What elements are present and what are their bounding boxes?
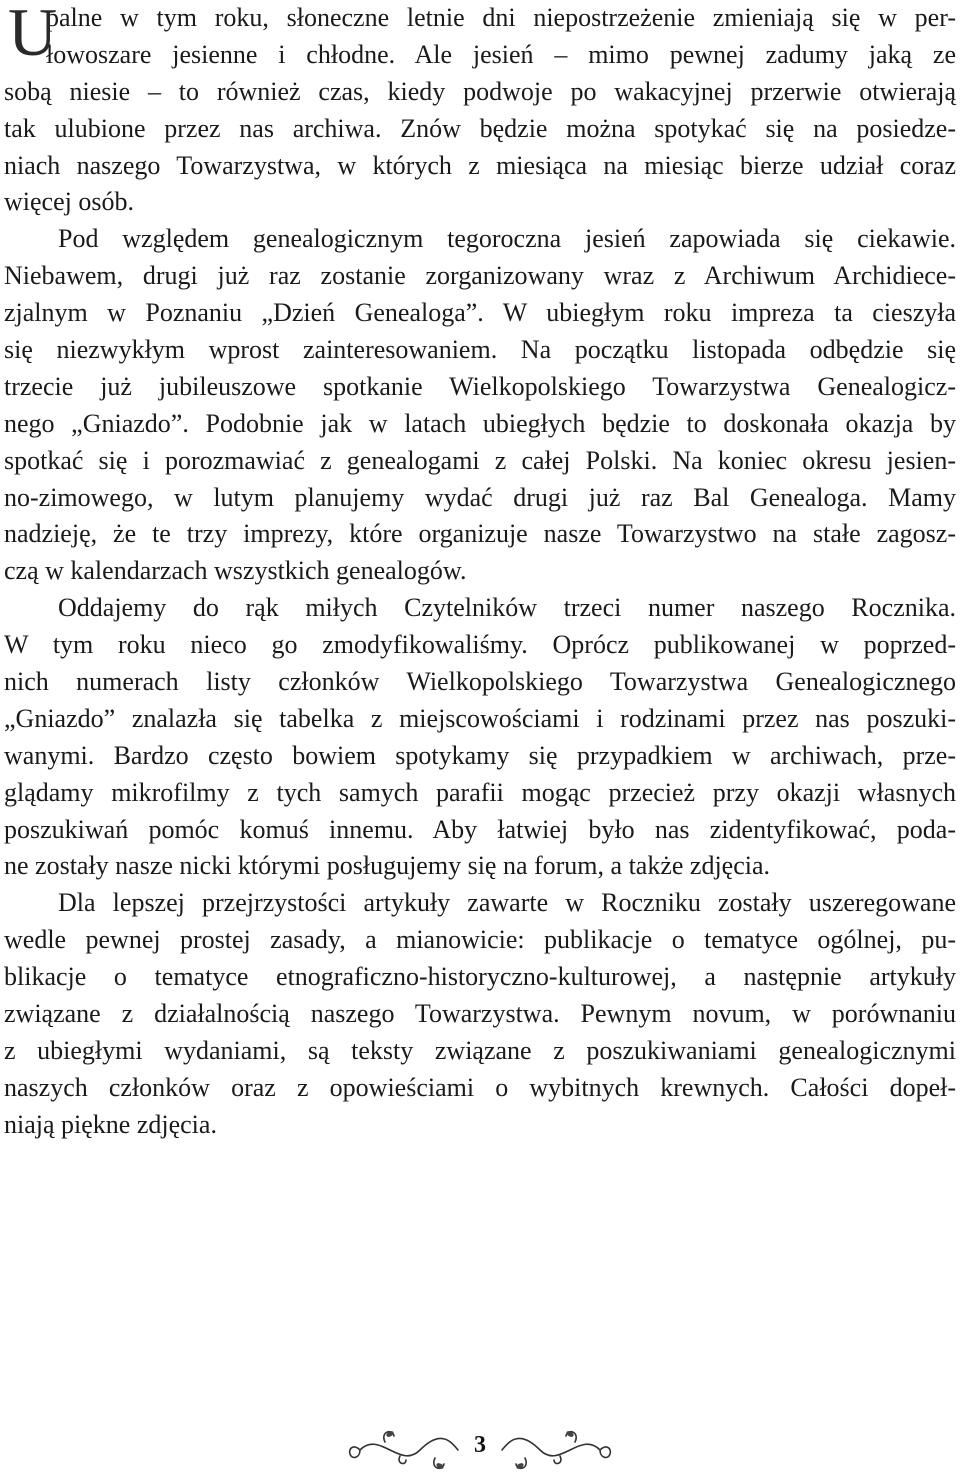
- text-line: naszych członków oraz z opowieściami o wybitnych krewnych. Całości dopeł-: [4, 1072, 956, 1102]
- text-line: zjalnym w Poznaniu „Dzień Genealoga”. W ubiegłym roku impreza ta cieszyła: [4, 298, 956, 328]
- text-line: Niebawem, drugi już raz zostanie zorganizowany wraz z Archiwum Archidiece-: [4, 261, 956, 291]
- text-line: się niezwykłym wprost zainteresowaniem. Na początku listopada odbędzie się: [4, 335, 956, 365]
- text-line: Dla lepszej przejrzystości artykuły zawarte w Roczniku zostały uszeregowane: [58, 888, 956, 918]
- text-line: poszukiwań pomóc komuś innemu. Aby łatwiej było nas zidentyfikować, poda-: [4, 814, 956, 844]
- text-line: no-zimowego, w lutym planujemy wydać drugi już raz Bal Genealoga. Mamy: [4, 482, 956, 512]
- article-body: [4, 0, 956, 1144]
- text-line: sobą niesie – to również czas, kiedy podwoje po wakacyjnej przerwie otwierają: [4, 76, 956, 106]
- text-line: „Gniazdo” znalazła się tabelka z miejscowościami i rodzinami przez nas poszuki-: [4, 703, 956, 733]
- text-line: łowoszare jesienne i chłodne. Ale jesień – mimo pewnej zadumy jaką ze: [46, 39, 956, 69]
- text-line: wanymi. Bardzo często bowiem spotykamy się przypadkiem w archiwach, prze-: [4, 740, 956, 770]
- text-line: Pod względem genealogicznym tegoroczna jesień zapowiada się ciekawie.: [58, 224, 956, 254]
- text-line: nadzieję, że te trzy imprezy, które organizuje nasze Towarzystwo na stałe zagosz-: [4, 519, 956, 549]
- text-line: tak ulubione przez nas archiwa. Znów będzie można spotykać się na posiedze-: [4, 113, 956, 143]
- text-line: spotkać się i porozmawiać z genealogami z całej Polski. Na koniec okresu jesien-: [4, 445, 956, 475]
- text-line: blikacje o tematyce etnograficzno-historyczno-kulturowej, a następnie artykuły: [4, 962, 956, 992]
- text-line: więcej osób.: [4, 187, 134, 217]
- text-line: czą w kalendarzach wszystkich genealogów.: [4, 556, 467, 586]
- text-line: niach naszego Towarzystwa, w których z miesiąca na miesiąc bierze udział coraz: [4, 150, 956, 180]
- text-line: ne zostały nasze nicki którymi posługujemy się na forum, a także zdjęcia.: [4, 851, 771, 881]
- text-line: z ubiegłymi wydaniami, są teksty związane z poszukiwaniami genealogicznymi: [4, 1035, 956, 1065]
- text-line: glądamy mikrofilmy z tych samych parafii mogąc przecież przy okazji własnych: [4, 777, 956, 807]
- text-line: wedle pewnej prostej zasady, a mianowicie: publikacje o tematyce ogólnej, pu-: [4, 925, 956, 955]
- text-line: W tym roku nieco go zmodyfikowaliśmy. Oprócz publikowanej w poprzed-: [4, 630, 956, 660]
- text-line: nego „Gniazdo”. Podobnie jak w latach ubiegłych będzie to doskonała okazja by: [4, 408, 956, 438]
- text-line: niają piękne zdjęcia.: [4, 1109, 217, 1139]
- text-line: trzecie już jubileuszowe spotkanie Wielkopolskiego Towarzystwa Genealogicz-: [4, 371, 956, 401]
- text-line: nich numerach listy członków Wielkopolskiego Towarzystwa Genealogicznego: [4, 667, 956, 697]
- text-line: palne w tym roku, słoneczne letnie dni niepostrzeżenie zmieniają się w per-: [46, 3, 956, 32]
- text-line: Oddajemy do rąk miłych Czytelników trzeci numer naszego Rocznika.: [58, 593, 956, 623]
- drop-cap: U: [8, 0, 58, 70]
- page-number: 3: [474, 1432, 486, 1458]
- text-line: związane z działalnością naszego Towarzystwa. Pewnym novum, w porównaniu: [4, 999, 956, 1029]
